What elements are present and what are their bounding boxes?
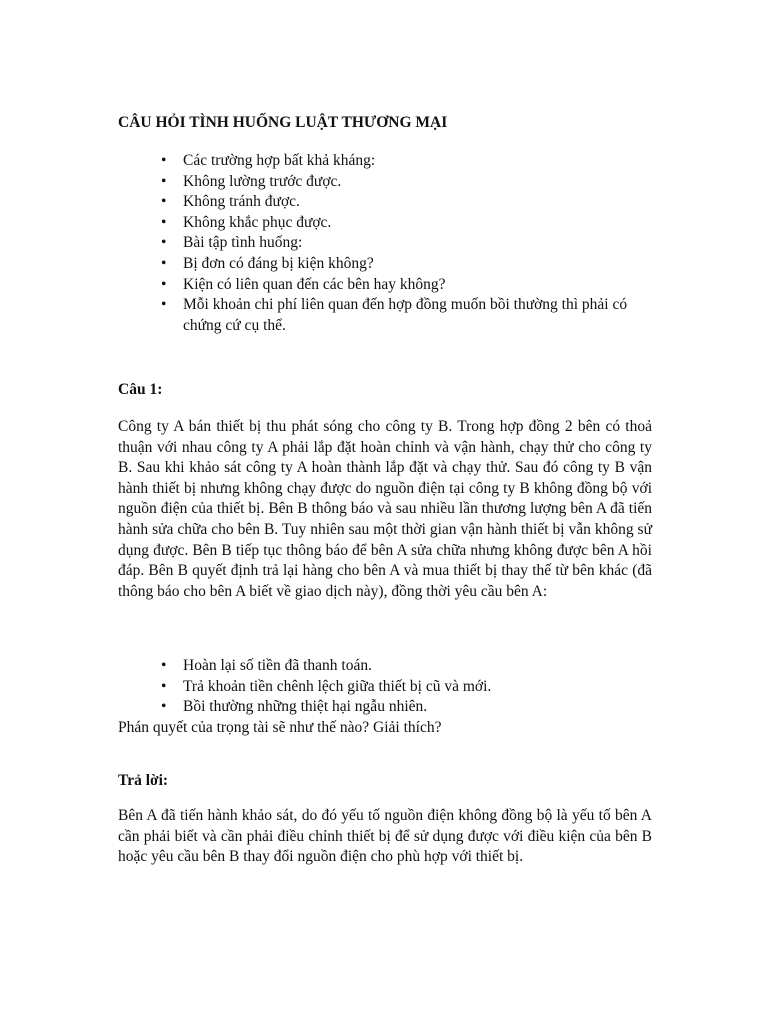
list-item-text: Không lường trước được. xyxy=(183,172,342,190)
closing-question: Phán quyết của trọng tài sẽ như thế nào? Giải thích? xyxy=(118,719,442,736)
list-item xyxy=(118,656,653,677)
question-1-body: Công ty A bán thiết bị thu phát sóng cho công ty B. Trong hợp đồng 2 bên có thoả thuận với nhau công ty A phải lắp đặt hoàn chỉnh và vận hành, chạy thử cho công ty B. Sau khi khảo sát công ty A hoàn thành lắp đặt và chạy thử. Sau đó công ty B vận hành thiết bị nhưng không chạy được do nguồn điện tại công ty B không đồng bộ với nguồn điện của thiết bị. Bên B thông báo và sau nhiều lần thương lượng bên A đã tiến hành sửa chữa cho bên B. Tuy nhiên sau một thời gian vận hành thiết bị vẫn không sử dụng được. Bên B tiếp tục thông báo để bên A sửa chữa nhưng không được bên A hồi đáp. Bên B quyết định trả lại hàng cho bên A và mua thiết bị thay thế từ bên khác (đã thông báo cho bên A biết về giao dịch này), đồng thời yêu cầu bên A: xyxy=(118,418,652,600)
bullet-icon: • xyxy=(161,193,167,211)
list-item xyxy=(118,192,653,213)
demands-bullet-list xyxy=(118,656,653,718)
list-item-text: Mỗi khoản chi phí liên quan đến hợp đồng muốn bồi thường thì phải có chứng cứ cụ thể. xyxy=(183,296,628,334)
list-item xyxy=(118,697,653,718)
document-title: CÂU HỎI TÌNH HUỐNG LUẬT THƯƠNG MẠI xyxy=(118,114,448,131)
answer-body: Bên A đã tiến hành khảo sát, do đó yếu tố nguồn điện không đồng bộ là yếu tố bên A cần phải biết và cần phải điều chỉnh thiết bị để sử dụng được với điều kiện của bên B hoặc yêu cầu bên B thay đổi nguồn điện cho phù hợp với thiết bị. xyxy=(118,807,652,866)
list-item-text: Kiện có liên quan đến các bên hay không? xyxy=(183,275,446,293)
list-item xyxy=(118,295,653,336)
list-item xyxy=(118,151,653,172)
list-item xyxy=(118,677,653,698)
bullet-icon: • xyxy=(161,254,167,272)
list-item-text: Không tránh được. xyxy=(183,193,300,211)
list-item-text: Bị đơn có đáng bị kiện không? xyxy=(183,254,374,272)
answer-heading: Trả lời: xyxy=(118,772,169,789)
intro-bullet-list xyxy=(118,151,653,336)
bullet-icon: • xyxy=(161,172,167,190)
list-item-text: Không khắc phục được. xyxy=(183,213,332,231)
list-item-text: Các trường hợp bất khả kháng: xyxy=(183,152,376,169)
list-item xyxy=(118,254,653,275)
list-item-text: Trả khoản tiền chênh lệch giữa thiết bị cũ và mới. xyxy=(183,677,492,695)
list-item xyxy=(118,233,653,254)
list-item-text: Bài tập tình huống: xyxy=(183,234,303,252)
bullet-icon: • xyxy=(161,677,167,695)
list-item xyxy=(118,275,653,296)
bullet-icon: • xyxy=(161,296,167,314)
bullet-icon: • xyxy=(161,152,167,169)
bullet-icon: • xyxy=(161,275,167,293)
list-item xyxy=(118,213,653,234)
bullet-icon: • xyxy=(161,234,167,252)
list-item xyxy=(118,172,653,193)
list-item-text: Hoàn lại số tiền đã thanh toán. xyxy=(183,657,372,674)
bullet-icon: • xyxy=(161,213,167,231)
bullet-icon: • xyxy=(161,657,167,674)
list-item-text: Bồi thường những thiệt hại ngẫu nhiên. xyxy=(183,698,428,716)
bullet-icon: • xyxy=(161,698,167,716)
question-1-heading: Câu 1: xyxy=(118,381,163,398)
